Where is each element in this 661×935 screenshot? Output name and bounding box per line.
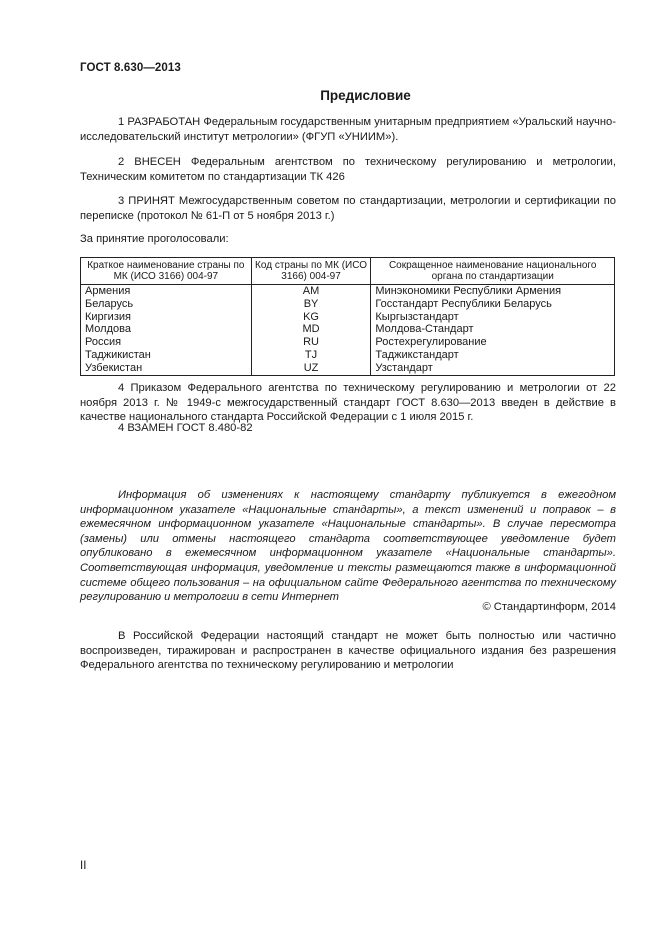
body-cell: Таджикстандарт: [371, 349, 615, 362]
column-header-body: Сокращенное наименование национального органа по стандартизации: [371, 258, 615, 285]
table-row: [81, 285, 615, 298]
paragraph-developed: 1 РАЗРАБОТАН Федеральным государственным унитарным предприятием «Уральский научно-исследовательский институт метрологии» (ФГУП «УНИИМ»).: [80, 116, 616, 143]
column-header-country: Краткое наименование страны по МК (ИСО 3166) 004-97: [81, 258, 252, 285]
paragraph-adopted: 3 ПРИНЯТ Межгосударственным советом по стандартизации, метрологии и сертификации по переписке (протокол № 61-П от 5 ноября 2013 г.): [80, 195, 616, 222]
rights-notice: В Российской Федерации настоящий стандарт не может быть полностью или частично воспроизведен, тиражирован и распространен в качестве официального издания без разрешения Федерального агентства по техническому регулированию и метрологии: [80, 630, 616, 671]
page-number: II: [80, 860, 87, 872]
body-cell: Узстандарт: [371, 362, 615, 375]
info-notice: Информация об изменениях к настоящему стандарту публикуется в ежегодном информационном указателе «Национальные стандарты», а текст изменений и поправок – в ежемесячном информационном указателе «Национальные стандарты». В случае пересмотра (замены) или отмены настоящего стандарта соответствующее уведомление будет опубликовано в ежемесячном информационном указателе «Национальные стандарты». Соответствующая информация, уведомление и тексты размещаются также в информационной системе общего пользования – на официальном сайте Федерального агентства по техническому регулированию и метрологии в сети Интернет: [80, 489, 616, 604]
voted-label: За принятие проголосовали:: [80, 233, 229, 245]
table-header-row: [81, 258, 615, 285]
body-cell: Ростехрегулирование: [371, 336, 615, 349]
country-cell: Армения: [81, 285, 252, 298]
standard-code: ГОСТ 8.630—2013: [80, 62, 181, 74]
table-row: [81, 362, 615, 375]
paragraph-enacted: 4 Приказом Федерального агентства по техническому регулированию и метрологии от 22 ноября 2013 г. № 1949-с межгосударственный стандарт ГОСТ 8.630—2013 введен в действие в качестве национального стандарта Российской Федерации с 1 июля 2015 г.: [80, 382, 616, 423]
country-cell: Беларусь: [81, 298, 252, 311]
country-cell: Узбекистан: [81, 362, 252, 375]
table-row: [81, 349, 615, 362]
body-cell: Молдова-Стандарт: [371, 323, 615, 336]
code-cell: BY: [251, 298, 371, 311]
copyright-line: © Стандартинформ, 2014: [482, 601, 616, 613]
country-cell: Киргизия: [81, 311, 252, 324]
country-cell: Таджикистан: [81, 349, 252, 362]
table-row: [81, 323, 615, 336]
code-cell: MD: [251, 323, 371, 336]
body-cell: Госстандарт Республики Беларусь: [371, 298, 615, 311]
votes-table: [80, 257, 615, 376]
column-header-code: Код страны по МК (ИСО 3166) 004-97: [251, 258, 371, 285]
paragraph-introduced: 2 ВНЕСЕН Федеральным агентством по техническому регулированию и метрологии, Техническим комитетом по стандартизации ТК 426: [80, 156, 616, 183]
code-cell: TJ: [251, 349, 371, 362]
body-cell: Кыргызстандарт: [371, 311, 615, 324]
code-cell: KG: [251, 311, 371, 324]
table-row: [81, 311, 615, 324]
country-cell: Молдова: [81, 323, 252, 336]
table-row: [81, 336, 615, 349]
table-row: [81, 298, 615, 311]
code-cell: RU: [251, 336, 371, 349]
paragraph-replaces: 4 ВЗАМЕН ГОСТ 8.480-82: [118, 422, 253, 434]
code-cell: AM: [251, 285, 371, 298]
body-cell: Минэкономики Республики Армения: [371, 285, 615, 298]
country-cell: Россия: [81, 336, 252, 349]
code-cell: UZ: [251, 362, 371, 375]
section-title: Предисловие: [320, 88, 411, 103]
